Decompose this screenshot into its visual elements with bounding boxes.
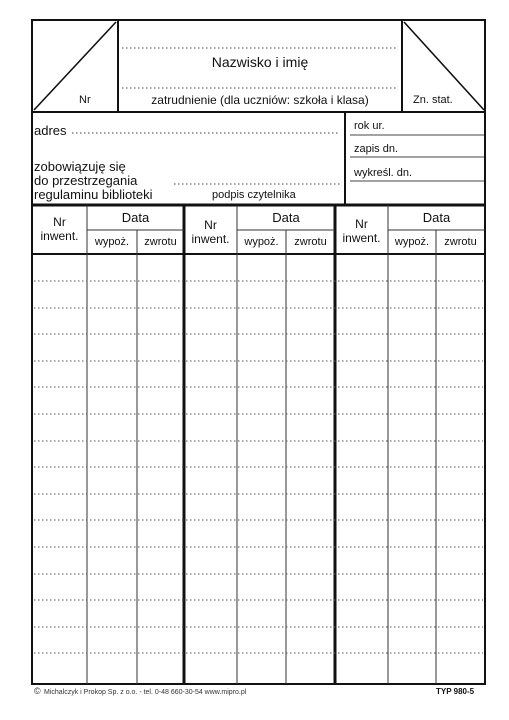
pledge-text — [34, 160, 153, 202]
pledge-line-1: zobowiązuję się — [34, 159, 126, 174]
removal-date-label: wykreśl. dn. — [354, 167, 413, 179]
registration-date-label: zapis dn. — [354, 143, 399, 155]
group-1-inventory-line-2: inwent. — [40, 229, 79, 243]
group-2-inventory-line-1: Nr — [204, 218, 217, 232]
group-2-date-header: Data — [272, 210, 300, 225]
group-2-return-header: zwrotu — [294, 236, 327, 248]
birth-year-label: rok ur. — [354, 120, 385, 132]
publisher-imprint: Michalczyk i Prokop Sp. z o.o. - tel. 0-48 660-30-54 www.mipro.pl — [44, 689, 247, 696]
form-type-code: TYP 980-5 — [436, 687, 475, 696]
pledge-line-3: regulaminu biblioteki — [34, 187, 153, 202]
header-left-diagonal — [34, 22, 116, 110]
group-1-loan-header: wypoż. — [94, 236, 130, 248]
group-3-inventory-header — [335, 217, 388, 245]
group-3-date-header: Data — [422, 210, 451, 225]
name-field-label: Nazwisko i imię — [211, 54, 309, 70]
pledge-line-2: do przestrzegania — [34, 173, 138, 188]
group-3-return-header: zwrotu — [444, 236, 477, 248]
group-1-inventory-line-1: Nr — [53, 215, 66, 229]
stat-code-label: Zn. stat. — [413, 94, 453, 106]
group-1-return-header: zwrotu — [144, 236, 177, 248]
group-1-date-header: Data — [121, 210, 150, 225]
group-1-inventory-header — [32, 215, 87, 243]
employment-field-label: zatrudnienie (dla uczniów: szkoła i klasa) — [151, 93, 369, 107]
group-3-loan-header: wypoż. — [394, 236, 430, 248]
copyright-icon: © — [34, 686, 41, 696]
group-3-inventory-line-1: Nr — [355, 217, 368, 231]
header-nr-label: Nr — [79, 94, 91, 106]
group-2-inventory-line-2: inwent. — [191, 232, 230, 246]
group-2-inventory-header — [184, 218, 237, 246]
group-3-inventory-line-2: inwent. — [342, 231, 381, 245]
address-label: adres — [34, 123, 67, 138]
signature-label: podpis czytelnika — [212, 189, 296, 201]
outer-frame — [32, 20, 485, 684]
group-2-loan-header: wypoż. — [244, 236, 279, 248]
